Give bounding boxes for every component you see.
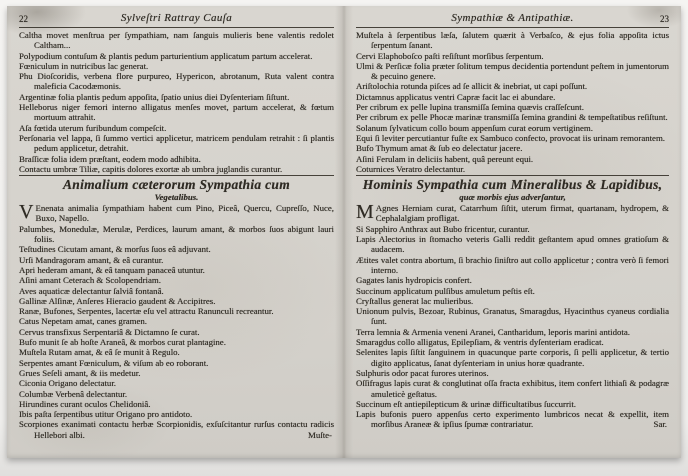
left-catchword: Muſte- bbox=[308, 429, 332, 440]
text-line: Columbæ Verbenâ delectantur. bbox=[19, 388, 128, 399]
text-line: Fœniculum in nutricibus lac generat. bbox=[19, 60, 149, 71]
left-section-title: Animalium cæterorum Sympathia cum bbox=[62, 177, 291, 193]
text-line: Aves aquaticæ delectantur ſalviâ fontanâ. bbox=[19, 285, 164, 296]
left-page bbox=[7, 6, 344, 458]
text-line: Solanum ſylvaticum collo boum appenſum curat eorum vertiginem. bbox=[356, 122, 593, 133]
text-line: Coturnices Veratro delectantur. bbox=[356, 163, 466, 174]
text-line: Bufo Thymum amat & ſub eo delectatur jacere. bbox=[356, 143, 523, 154]
text-line: Unionum pulvis, Bezoar, Rubinus, Granatus, Smaragdus, Hyacinthus cyaneus cordialia ſunt. bbox=[356, 306, 669, 327]
lead-text: Agnes Herniam curat, Catarrhum ſiſtit, uterum firmat, quartanam, hydropem, & Cephalalgiam profligat. bbox=[375, 203, 669, 224]
left-section-lead bbox=[19, 203, 334, 224]
right-page-number: 23 bbox=[660, 14, 669, 24]
right-catchword: Sar. bbox=[653, 419, 667, 430]
text-line: Ulmi & Perſicæ folia præter ſolitum tempus decidentia portendunt peſtem in jumentorum & pecuino genere. bbox=[356, 60, 669, 82]
left-section-subtitle: Vegetalibus. bbox=[154, 192, 199, 203]
text-line: Per cribrum ex pelle Phocæ marinæ transmiſſa ſemina grandini & tempeſtatibus reſiſtunt. bbox=[356, 112, 668, 123]
text-line: Lapis bufonis puero appenſus certo experimento lumbricos necat & expellit, item morſibus Araneæ & ipſius ſpumæ contrariatur. bbox=[356, 409, 669, 430]
left-page-number: 22 bbox=[19, 14, 28, 24]
text-line: Palumbes, Monedulæ, Merulæ, Perdices, laurum amant, & morbos ſuos abigunt lauri foliis. bbox=[19, 223, 334, 245]
right-header-rule bbox=[356, 27, 669, 28]
right-page-entries bbox=[356, 30, 669, 174]
text-line: Braſſicæ folia idem præſtant, eodem modo adhibita. bbox=[19, 153, 201, 164]
text-line: Terra lemnia & Armenia veneni Aranei, Cantharidum, leporis marini antidota. bbox=[356, 326, 630, 337]
text-line: Ciconia Origano delectatur. bbox=[19, 378, 116, 389]
text-line: Scorpiones exanimati contactu herbæ Scorpionidis, exſuſcitantur rurſus contactu radicis Hellebori albi. bbox=[19, 419, 334, 440]
text-line: Equi ſi leviter percutiantur fuſte ex Sambuco confecto, provocat iis urinam remorantem. bbox=[356, 132, 666, 143]
text-line: Urſi Mandragoram amant, & eâ curantur. bbox=[19, 254, 164, 265]
page-spread bbox=[7, 6, 681, 458]
text-line: Serpentes amant Fœniculum, & viſum ab eo roborant. bbox=[19, 357, 209, 368]
text-line: Perſonaria vel lappa, ſi ſummo vertici applicetur, matricem pendulam retrahit : ſi plantis pedum applicetur, detrahit. bbox=[19, 132, 334, 154]
text-line: Succinum applicatum pulſibus amuletum peſtis eſt. bbox=[356, 285, 535, 296]
text-line: Selenites lapis ſiſtit ſanguinem in quacunque parte corporis, ſi pelli applicetur, & tertio digito applicatus, ſanat dyſenteriam in unius horæ quadrante. bbox=[356, 347, 669, 368]
lead-text: Enenata animalia ſympathiam habent cum Pino, Piceâ, Quercu, Cupreſſo, Nuce, Buxo, Napello. bbox=[35, 203, 334, 224]
text-line: Muſtela à ſerpentibus læſa, ſalutem quærit à Verbaſco, & ejus folia appoſita ictus ſerpentum ſanant. bbox=[356, 30, 669, 51]
text-line: Succinum eſt antiepilepticum & urinæ difficultatibus ſuccurrit. bbox=[356, 398, 576, 409]
left-header-rule bbox=[19, 27, 334, 28]
text-line: Argentinæ folia plantis pedum appoſita, ſpatio unius diei Dyſenteriam ſiſtunt. bbox=[19, 91, 290, 102]
text-line: Gagates lanis hydropicis confert. bbox=[356, 275, 472, 286]
dropcap-initial: M bbox=[356, 201, 374, 224]
left-page-entries bbox=[19, 30, 334, 174]
text-line: Gallinæ Alſinæ, Anſeres Hieracio gaudent & Accipitres. bbox=[19, 295, 216, 306]
right-running-head bbox=[356, 13, 669, 26]
text-line: Cryſtallus generat lac mulieribus. bbox=[356, 295, 474, 306]
text-line: Grues Seſeli amant, & iis medetur. bbox=[19, 367, 141, 378]
text-line: Muſtela Rutam amat, & eâ ſe munit à Regulo. bbox=[19, 347, 180, 358]
text-line: Aſini amant Ceterach & Scolopendriam. bbox=[19, 275, 161, 286]
text-line: Bufo munit ſe ab hoſte Araneâ, & morbos curat plantagine. bbox=[19, 337, 226, 348]
left-section-entries bbox=[19, 224, 334, 440]
text-line: Caltha movet menſtrua per ſympathiam, nam ſanguis mulieris bene valentis redolet Caltham... bbox=[19, 30, 334, 51]
text-line: Apri hederam amant, & eâ tanquam panaceâ utuntur. bbox=[19, 264, 205, 275]
left-running-head bbox=[19, 13, 334, 26]
left-running-header-title: Sylveſtri Rattray Cauſa bbox=[120, 12, 233, 24]
text-line: Per cribrum ex pelle lupina transmiſſa ſemina quævis craſſeſcunt. bbox=[356, 102, 584, 113]
right-section-lead bbox=[356, 203, 669, 224]
text-line: Ranæ, Bufones, Serpentes, lacertæ eſu vel attractu Ranunculi recreantur. bbox=[19, 306, 274, 317]
text-line: Lapis Alectorius in ſtomacho veteris Galli reddit geſtantem apud omnes gratioſum & audacem. bbox=[356, 234, 669, 255]
text-line: Teſtudines Cicutam amant, & morſus ſuos eâ adjuvant. bbox=[19, 244, 211, 255]
right-running-header-title: Sympathiæ & Antipathiæ. bbox=[451, 12, 574, 24]
text-line: Helleborus niger femori interno alligatus menſes movet, partum accelerat, & fœtum mortuum attrahit. bbox=[19, 102, 334, 123]
text-line: Phu Dioſcoridis, verbena flore purpureo, Hypericon, abrotanum, Ruta valent contra maleficia Cacodæmonis. bbox=[19, 71, 334, 92]
right-section-rule bbox=[356, 175, 669, 176]
text-line: Ætites valet contra abortum, ſi brachio ſiniſtro aut collo applicetur ; contra verò ſi femori interno. bbox=[356, 254, 669, 275]
text-line: Aſini Ferulam in deliciis habent, quâ pereunt equi. bbox=[356, 153, 534, 164]
left-section-rule bbox=[19, 175, 334, 176]
text-line: Cervus transfixus Serpentariâ & Dictamno ſe curat. bbox=[19, 326, 200, 337]
text-line: Hirundines curant oculos Chelidoniâ. bbox=[19, 398, 151, 409]
text-line: Catus Nepetam amat, canes gramen. bbox=[19, 316, 147, 327]
text-line: Aſa fœtida uterum furibundum compeſcit. bbox=[19, 122, 167, 133]
text-line: Ibis paſta ſerpentibus utitur Origano pro antidoto. bbox=[19, 409, 193, 420]
text-line: Polypodium contuſum & plantis pedum parturientium applicatum partum accelerat. bbox=[19, 50, 313, 61]
text-line: Sulphuris odor pacat furores uterinos. bbox=[356, 367, 489, 378]
dropcap-initial: V bbox=[19, 201, 34, 224]
text-line: Dictamnus applicatus ventri Capræ facit lac ei abundare. bbox=[356, 91, 556, 102]
right-section-subtitle: quæ morbis ejus adverſantur, bbox=[459, 192, 566, 203]
text-line: Contactu umbræ Tiliæ, capitis dolores exortæ ab umbra juglandis curantur. bbox=[19, 163, 283, 174]
right-page bbox=[344, 6, 681, 458]
right-section-title: Hominis Sympathia cum Mineralibus & Lapidibus, bbox=[362, 177, 663, 193]
text-line: Si Sapphiro Anthrax aut Bubo fricentur, curantur. bbox=[356, 223, 530, 234]
text-line: Cervi Elaphoboſco paſti reſiſtunt morſibus ſerpentum. bbox=[356, 50, 544, 61]
right-section-entries bbox=[356, 224, 669, 430]
text-line: Oſſifragus lapis curat & conglutinat oſſa fracta exhibitus, item confert lithiaſi & podagræ amuleticè geſtatus. bbox=[356, 378, 669, 399]
text-line: Ariſtolochia rotunda piſces ad ſe allicit & inebriat, ut capi poſſunt. bbox=[356, 81, 588, 92]
text-line: Smaragdus collo alligatus, Epilepſiam, & ventris dyſenteriam eradicat. bbox=[356, 337, 604, 348]
